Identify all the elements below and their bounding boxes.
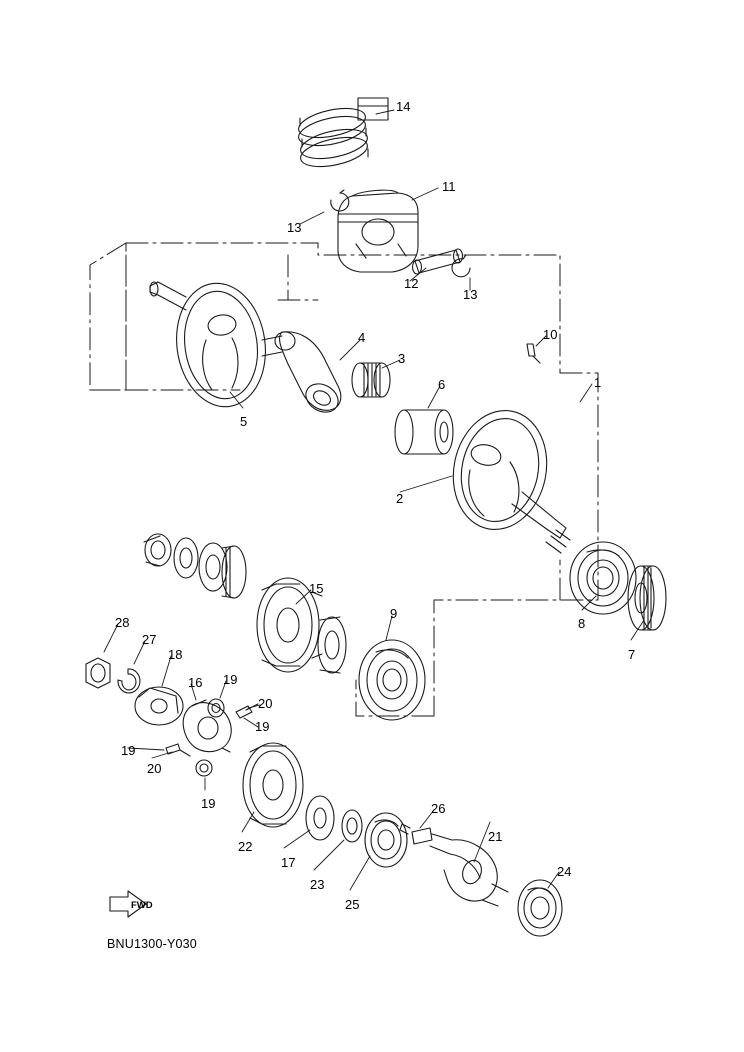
callout-13-a: 13	[287, 220, 302, 235]
callout-2: 2	[396, 491, 404, 506]
crank-left-web	[150, 277, 282, 412]
connecting-rod	[275, 332, 343, 418]
callout-14: 14	[396, 99, 411, 114]
piston-group	[331, 190, 470, 277]
callout-1: 1	[594, 375, 602, 390]
callout-24: 24	[557, 864, 572, 879]
bearing-25	[365, 813, 407, 867]
callout-27: 27	[142, 632, 157, 647]
needle-bearing-3	[352, 363, 390, 397]
callout-25: 25	[345, 897, 360, 912]
callout-23: 23	[310, 877, 325, 892]
balancer-gear-22	[243, 743, 303, 827]
bearing-24	[518, 880, 562, 936]
collars-19-20	[166, 699, 258, 776]
callout-18: 18	[168, 647, 183, 662]
callout-20-a: 20	[258, 696, 273, 711]
callout-28: 28	[115, 615, 130, 630]
primary-gear-7	[628, 566, 666, 630]
crank-pin-6	[395, 410, 453, 454]
washer-17	[306, 796, 334, 840]
callout-19-a: 19	[223, 672, 238, 687]
washer-27	[118, 669, 140, 693]
callout-12: 12	[404, 276, 419, 291]
bearing-9	[359, 640, 425, 720]
nut-28	[86, 658, 110, 688]
plate-18	[135, 687, 183, 725]
callout-19-d: 19	[201, 796, 216, 811]
callout-17: 17	[281, 855, 296, 870]
piston-rings-group	[296, 98, 388, 172]
callout-15: 15	[309, 581, 324, 596]
callout-6: 6	[438, 377, 446, 392]
callout-9: 9	[390, 606, 398, 621]
callout-4: 4	[358, 330, 366, 345]
fwd-arrow-label: FWD	[131, 900, 153, 911]
callout-7: 7	[628, 647, 636, 662]
callout-21: 21	[488, 829, 503, 844]
washer-23	[342, 810, 362, 842]
leader-lines	[104, 110, 644, 890]
crank-right-web	[443, 344, 570, 553]
callout-11: 11	[442, 179, 456, 194]
callout-8: 8	[578, 616, 586, 631]
callout-3: 3	[398, 351, 406, 366]
callout-26: 26	[431, 801, 446, 816]
callout-19-b: 19	[255, 719, 270, 734]
callout-19-c: 19	[121, 743, 136, 758]
callout-13-b: 13	[463, 287, 478, 302]
callout-20-b: 20	[147, 761, 162, 776]
callout-10: 10	[543, 327, 558, 342]
main-bearing-8	[570, 542, 636, 614]
callout-5: 5	[240, 414, 248, 429]
part-code-label: BNU1300-Y030	[107, 937, 197, 951]
balancer-gear-cluster	[144, 534, 246, 598]
callout-22: 22	[238, 839, 253, 854]
callout-16: 16	[188, 675, 203, 690]
